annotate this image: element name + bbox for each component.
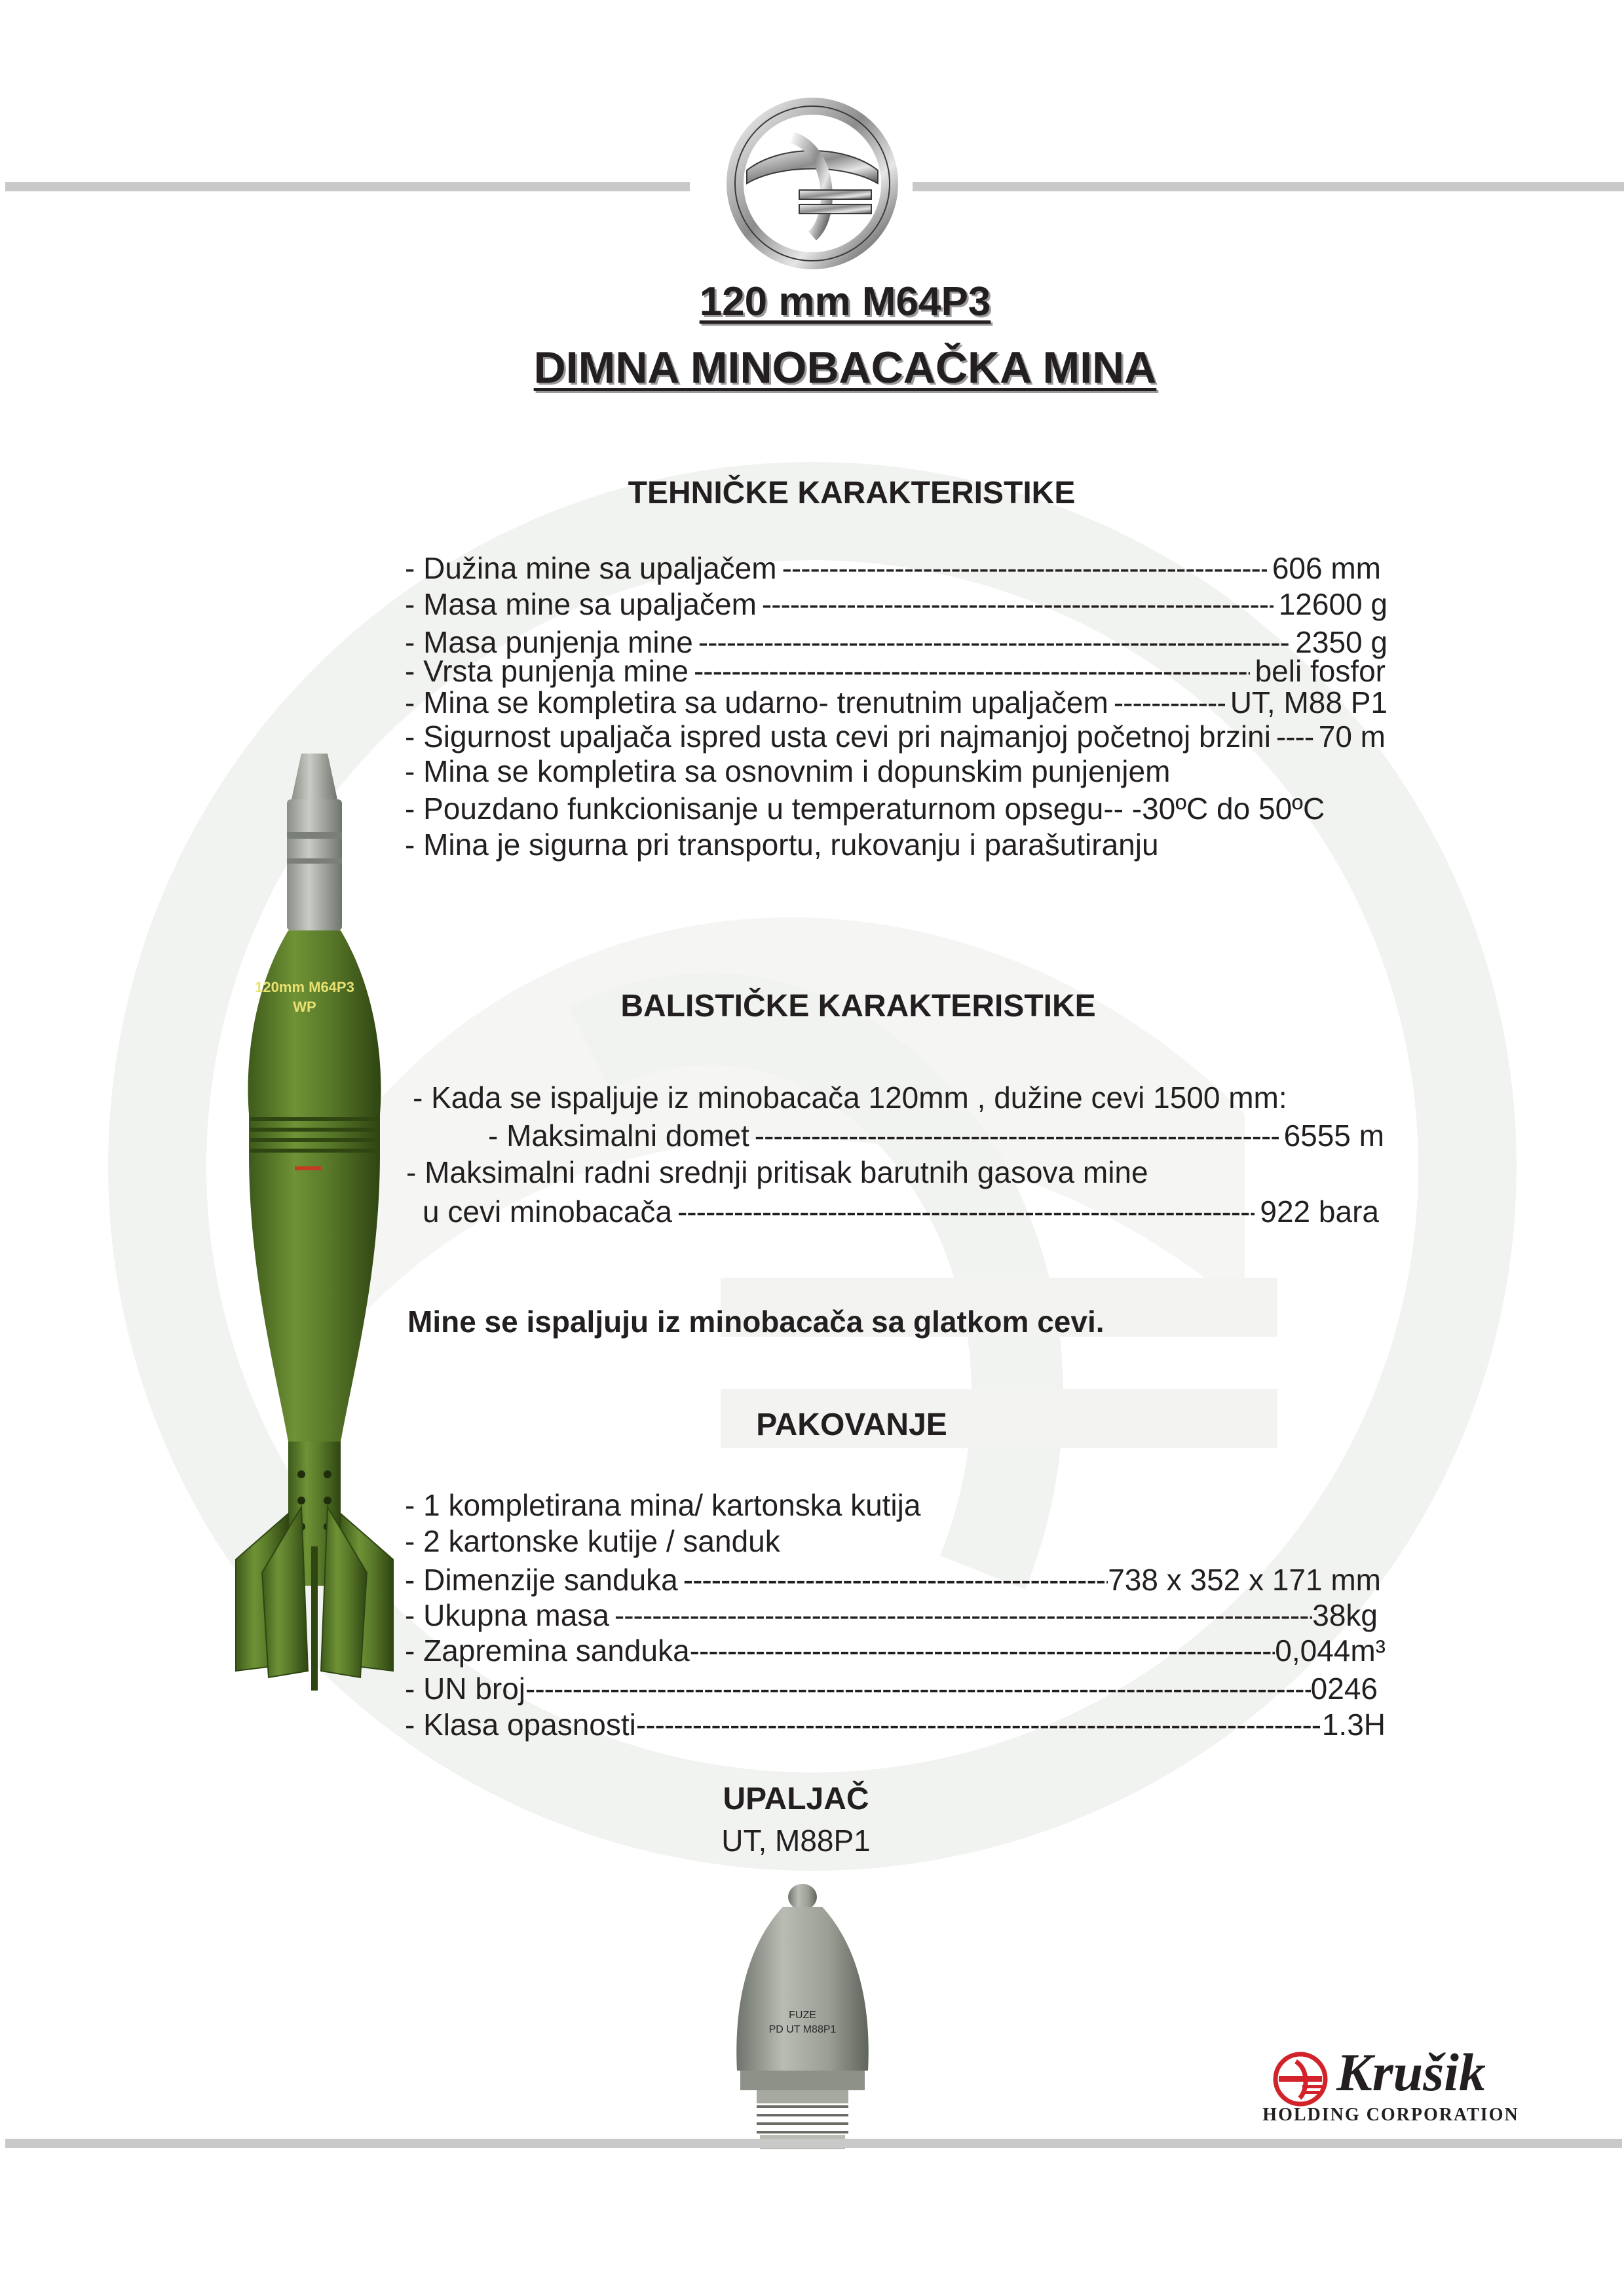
fuze-model: UT, M88P1 xyxy=(721,1824,871,1858)
top-rule-left xyxy=(5,182,690,191)
bottom-rule xyxy=(5,2139,1622,2148)
krusik-logo-icon xyxy=(1271,2050,1330,2109)
mine-marking-model: 120mm M64P3 xyxy=(255,979,354,995)
dash-leader xyxy=(762,586,1274,622)
spec-label: - Masa punjenja mine xyxy=(405,625,693,659)
spec-row xyxy=(405,653,1386,687)
dash-leader xyxy=(525,1671,1311,1706)
page-subtitle: DIMNA MINOBACAČKA MINA xyxy=(533,343,1157,392)
packing-spec-row xyxy=(405,1707,1386,1741)
dash-leader xyxy=(694,653,1250,689)
mortar-mine-image xyxy=(223,747,406,1710)
packing-spec-value: 0246 xyxy=(1310,1672,1378,1706)
packing-spec-label: - UN broj xyxy=(405,1672,526,1706)
spec-row xyxy=(405,719,1386,753)
dash-leader xyxy=(677,1194,1255,1229)
top-rule-right xyxy=(913,182,1624,191)
spec-label: - Dužina mine sa upaljačem xyxy=(405,551,777,585)
pressure-row xyxy=(423,1194,1379,1228)
ballistic-intro: - Kada se ispaljuje iz minobacača 120mm , dužine cevi 1500 mm: xyxy=(413,1081,1287,1115)
dash-leader xyxy=(755,1118,1279,1153)
spec-value: 70 m xyxy=(1318,719,1386,754)
packing-spec-label: - Ukupna masa xyxy=(405,1598,609,1632)
dash-leader xyxy=(636,1707,1322,1742)
spec-label: - Vrsta punjenja mine xyxy=(405,654,689,688)
packing-heading: PAKOVANJE xyxy=(756,1407,947,1442)
mine-marking xyxy=(236,978,373,1017)
packing-spec-value: 0,044m³ xyxy=(1275,1634,1386,1668)
pressure-value: 922 bara xyxy=(1260,1195,1379,1229)
spec-value: 2350 g xyxy=(1295,625,1388,659)
spec-value: 12600 g xyxy=(1278,587,1388,621)
spec-row xyxy=(405,550,1381,584)
packing-spec-row xyxy=(405,1633,1386,1667)
mine-marking-fill: WP xyxy=(293,999,316,1015)
spec-value: 606 mm xyxy=(1272,551,1381,585)
spec-row xyxy=(405,685,1388,719)
technical-note: - Mina je sigurna pri transportu, rukovanju i parašutiranju xyxy=(405,828,1159,862)
packing-spec-row xyxy=(405,1671,1378,1705)
pressure-text: - Maksimalni radni srednji pritisak barutnih gasova mine xyxy=(406,1155,1148,1189)
range-value: 6555 m xyxy=(1283,1119,1384,1153)
packing-spec-row xyxy=(405,1562,1381,1596)
pressure-label: u cevi minobacača xyxy=(423,1195,672,1229)
fuze-marking-line1: FUZE xyxy=(789,2010,816,2021)
technical-note: - Pouzdano funkcionisanje u temperaturnom opsegu-- -30ºC do 50ºC xyxy=(405,792,1325,826)
dash-leader xyxy=(683,1562,1108,1598)
dash-leader xyxy=(1276,719,1313,754)
brand-name: Krušik xyxy=(1336,2042,1486,2102)
range-row xyxy=(488,1118,1384,1152)
page-title: 120 mm M64P3 xyxy=(699,279,991,324)
emblem-logo xyxy=(721,92,904,275)
fuze-heading: UPALJAČ xyxy=(723,1782,869,1816)
packing-spec-value: 738 x 352 x 171 mm xyxy=(1108,1563,1381,1597)
range-label: - Maksimalni domet xyxy=(488,1119,749,1153)
spec-row xyxy=(405,586,1388,621)
packing-spec-value: 38kg xyxy=(1312,1598,1378,1632)
dash-leader xyxy=(614,1598,1312,1633)
packing-spec-label: - Klasa opasnosti xyxy=(405,1708,636,1742)
packing-spec-label: - Zapremina sanduka xyxy=(405,1634,690,1668)
spec-label: - Sigurnost upaljača ispred usta cevi pri najmanjoj početnoj brzini xyxy=(405,719,1271,754)
technical-heading: TEHNIČKE KARAKTERISTIKE xyxy=(628,476,1076,510)
spec-label: - Masa mine sa upaljačem xyxy=(405,587,757,621)
technical-note: - Mina se kompletira sa osnovnim i dopunskim punjenjem xyxy=(405,754,1171,788)
spec-value: UT, M88 P1 xyxy=(1230,685,1388,719)
packing-spec-label: - Dimenzije sanduka xyxy=(405,1563,678,1597)
packing-line: - 1 kompletirana mina/ kartonska kutija xyxy=(405,1488,921,1522)
dash-leader xyxy=(690,1633,1275,1668)
dash-leader xyxy=(1114,685,1225,720)
fuze-marking-line2: PD UT M88P1 xyxy=(768,2024,837,2035)
fuze-marking xyxy=(744,2008,861,2037)
packing-line: - 2 kartonske kutije / sanduk xyxy=(405,1524,780,1558)
packing-spec-row xyxy=(405,1598,1378,1632)
brand-subtitle: HOLDING CORPORATION xyxy=(1262,2105,1519,2125)
smoothbore-note: Mine se ispaljuju iz minobacača sa glatkom cevi. xyxy=(407,1305,1105,1339)
ballistic-heading: BALISTIČKE KARAKTERISTIKE xyxy=(620,989,1096,1024)
spec-value: beli fosfor xyxy=(1255,654,1386,688)
spec-label: - Mina se kompletira sa udarno- trenutnim upaljačem xyxy=(405,685,1108,719)
dash-leader xyxy=(782,550,1267,586)
packing-spec-value: 1.3H xyxy=(1321,1708,1386,1742)
